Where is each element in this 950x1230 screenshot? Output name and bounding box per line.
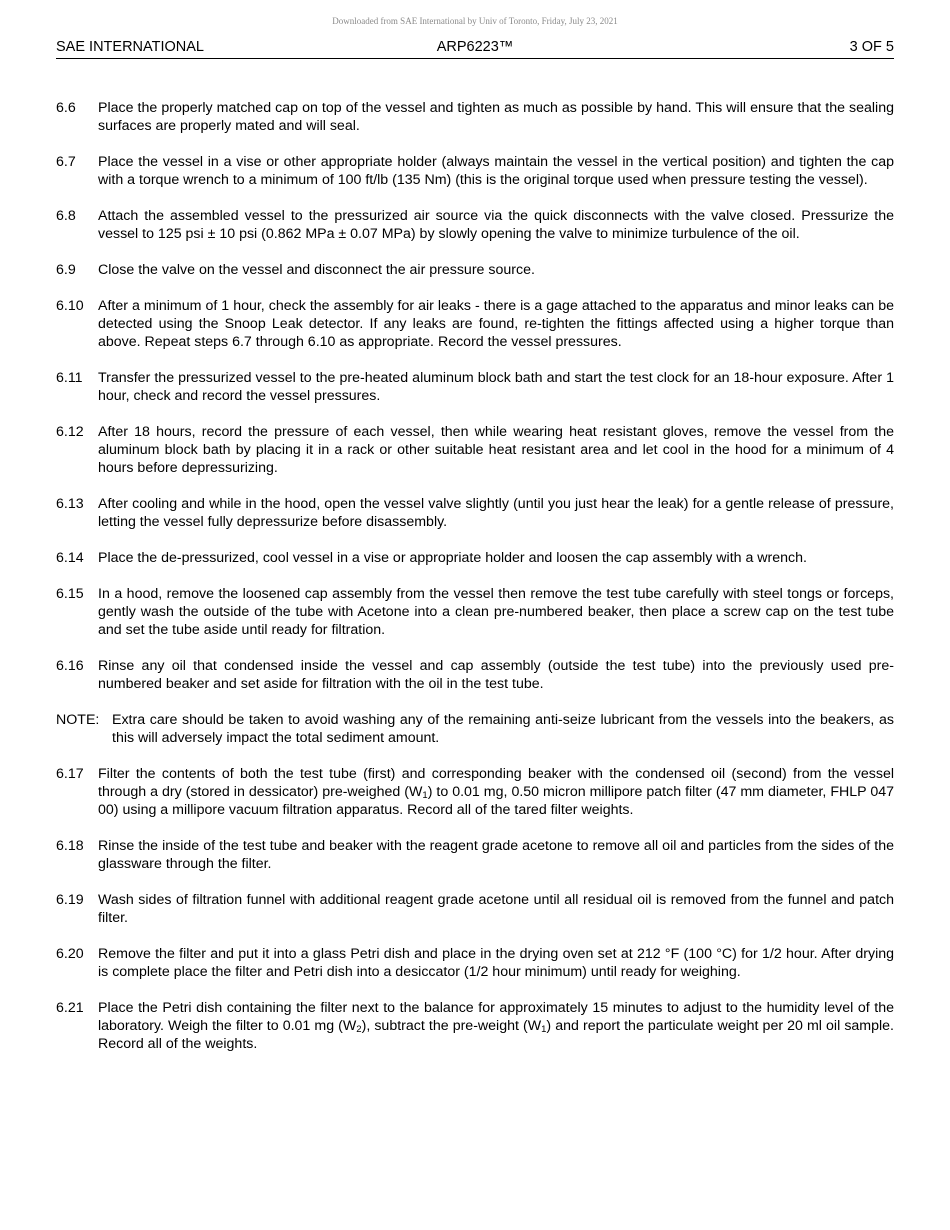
step-number: 6.16 bbox=[56, 658, 84, 674]
step-text: After cooling and while in the hood, open the vessel valve slightly (until you just hear the leak) for a gentle release of pressure, letting the vessel fully depressurize before disassembly. bbox=[98, 496, 894, 530]
step-6-9 bbox=[56, 261, 894, 279]
step-text: Wash sides of filtration funnel with additional reagent grade acetone until all residual oil is removed from the funnel and patch filter. bbox=[98, 892, 894, 926]
step-text: After a minimum of 1 hour, check the assembly for air leaks - there is a gage attached to the apparatus and minor leaks can be detected using the Snoop Leak detector. If any leaks are found, re-tighten the fittings affected using a higher torque than above. Repeat steps 6.7 through 6.10 as appropriate. Record the vessel pressures. bbox=[98, 298, 894, 350]
step-text bbox=[98, 765, 894, 819]
step-text: Place the vessel in a vise or other appropriate holder (always maintain the vessel in the vertical position) and tighten the cap with a torque wrench to a minimum of 100 ft/lb (135 Nm) (this is the original torque used when pressure testing the vessel). bbox=[98, 154, 894, 188]
page-header bbox=[56, 38, 894, 59]
step-text: Transfer the pressurized vessel to the pre-heated aluminum block bath and start the test clock for an 18-hour exposure. After 1 hour, check and record the vessel pressures. bbox=[98, 370, 894, 404]
step-number: 6.19 bbox=[56, 892, 84, 908]
step-number: 6.6 bbox=[56, 100, 76, 116]
step-text-part: ), subtract the pre-weight (W bbox=[361, 1018, 542, 1034]
step-6-17 bbox=[56, 765, 894, 819]
subscript: 1 bbox=[541, 1024, 547, 1035]
step-number: 6.12 bbox=[56, 424, 84, 440]
step-number: 6.18 bbox=[56, 838, 84, 854]
step-6-21 bbox=[56, 999, 894, 1053]
subscript: 2 bbox=[356, 1024, 362, 1035]
step-text: In a hood, remove the loosened cap assembly from the vessel then remove the test tube carefully with steel tongs or forceps, gently wash the outside of the tube with Acetone into a clean pre-numbered beaker, then place a screw cap on the test tube and set the tube aside until ready for filtration. bbox=[98, 586, 894, 638]
step-number: 6.13 bbox=[56, 496, 84, 512]
step-6-6 bbox=[56, 99, 894, 135]
step-6-15 bbox=[56, 585, 894, 639]
step-6-18 bbox=[56, 837, 894, 873]
subscript: 1 bbox=[422, 790, 428, 801]
step-number: 6.9 bbox=[56, 262, 76, 278]
header-document-number: ARP6223™ bbox=[436, 39, 514, 55]
step-text: Place the properly matched cap on top of the vessel and tighten as much as possible by hand. This will ensure that the sealing surfaces are properly mated and will seal. bbox=[98, 100, 894, 134]
step-number: 6.20 bbox=[56, 946, 84, 962]
step-number: 6.10 bbox=[56, 298, 84, 314]
step-text bbox=[98, 999, 894, 1053]
note-text: Extra care should be taken to avoid washing any of the remaining anti-seize lubricant from the vessels into the beakers, as this will adversely impact the total sediment amount. bbox=[112, 712, 894, 746]
step-number: 6.7 bbox=[56, 154, 76, 170]
step-text: After 18 hours, record the pressure of each vessel, then while wearing heat resistant gloves, remove the vessel from the aluminum block bath by placing it in a rack or other suitable heat resistant area and let cool in the hood for a minimum of 4 hours before depressurizing. bbox=[98, 424, 894, 476]
step-number: 6.14 bbox=[56, 550, 84, 566]
step-6-8 bbox=[56, 207, 894, 243]
step-text-part: Filter the contents of both the test tube (first) and corresponding beaker with the condensed oil (second) from the vessel through a dry (stored in dessicator) pre-weighed (W bbox=[98, 766, 894, 800]
step-text-part: ) and report the particulate weight per 20 ml oil sample. Record all of the weights. bbox=[98, 1018, 894, 1052]
step-text: Attach the assembled vessel to the pressurized air source via the quick disconnects with the valve closed. Pressurize the vessel to 125 psi ± 10 psi (0.862 MPa ± 0.07 MPa) by slowly opening the valve to minimize turbulence of the oil. bbox=[98, 208, 894, 242]
step-number: 6.21 bbox=[56, 1000, 84, 1016]
step-6-14 bbox=[56, 549, 894, 567]
step-number: 6.17 bbox=[56, 766, 84, 782]
step-6-20 bbox=[56, 945, 894, 981]
step-6-16 bbox=[56, 657, 894, 693]
step-6-7 bbox=[56, 153, 894, 189]
step-6-19 bbox=[56, 891, 894, 927]
step-6-12 bbox=[56, 423, 894, 477]
step-text-part: Place the Petri dish containing the filter next to the balance for approximately 15 minutes to adjust to the humidity level of the laboratory. Weigh the filter to 0.01 mg (W bbox=[98, 1000, 894, 1034]
step-text-part: ) to 0.01 mg, 0.50 micron millipore patch filter (47 mm diameter, FHLP 047 00) using a millipore vacuum filtration apparatus. Record all of the tared filter weights. bbox=[98, 784, 894, 818]
header-page-number: 3 OF 5 bbox=[849, 39, 894, 55]
step-text: Close the valve on the vessel and disconnect the air pressure source. bbox=[98, 262, 535, 278]
step-number: 6.15 bbox=[56, 586, 84, 602]
note bbox=[56, 711, 894, 747]
step-text: Rinse the inside of the test tube and beaker with the reagent grade acetone to remove all oil and particles from the sides of the glassware through the filter. bbox=[98, 838, 894, 872]
header-organization: SAE INTERNATIONAL bbox=[56, 39, 204, 55]
step-number: 6.11 bbox=[56, 370, 83, 386]
step-text: Place the de-pressurized, cool vessel in a vise or appropriate holder and loosen the cap assembly with a wrench. bbox=[98, 550, 807, 566]
note-label: NOTE: bbox=[56, 712, 100, 728]
download-note: Downloaded from SAE International by Univ of Toronto, Friday, July 23, 2021 bbox=[332, 16, 618, 26]
step-6-13 bbox=[56, 495, 894, 531]
procedure-steps bbox=[56, 99, 894, 1071]
step-text: Remove the filter and put it into a glass Petri dish and place in the drying oven set at 212 °F (100 °C) for 1/2 hour. After drying is complete place the filter and Petri dish into a desiccator (1/2 hour minimum) until ready for weighing. bbox=[98, 946, 894, 980]
step-number: 6.8 bbox=[56, 208, 76, 224]
step-6-11 bbox=[56, 369, 894, 405]
step-6-10 bbox=[56, 297, 894, 351]
step-text: Rinse any oil that condensed inside the vessel and cap assembly (outside the test tube) into the previously used pre-numbered beaker and set aside for filtration with the oil in the test tube. bbox=[98, 658, 894, 692]
